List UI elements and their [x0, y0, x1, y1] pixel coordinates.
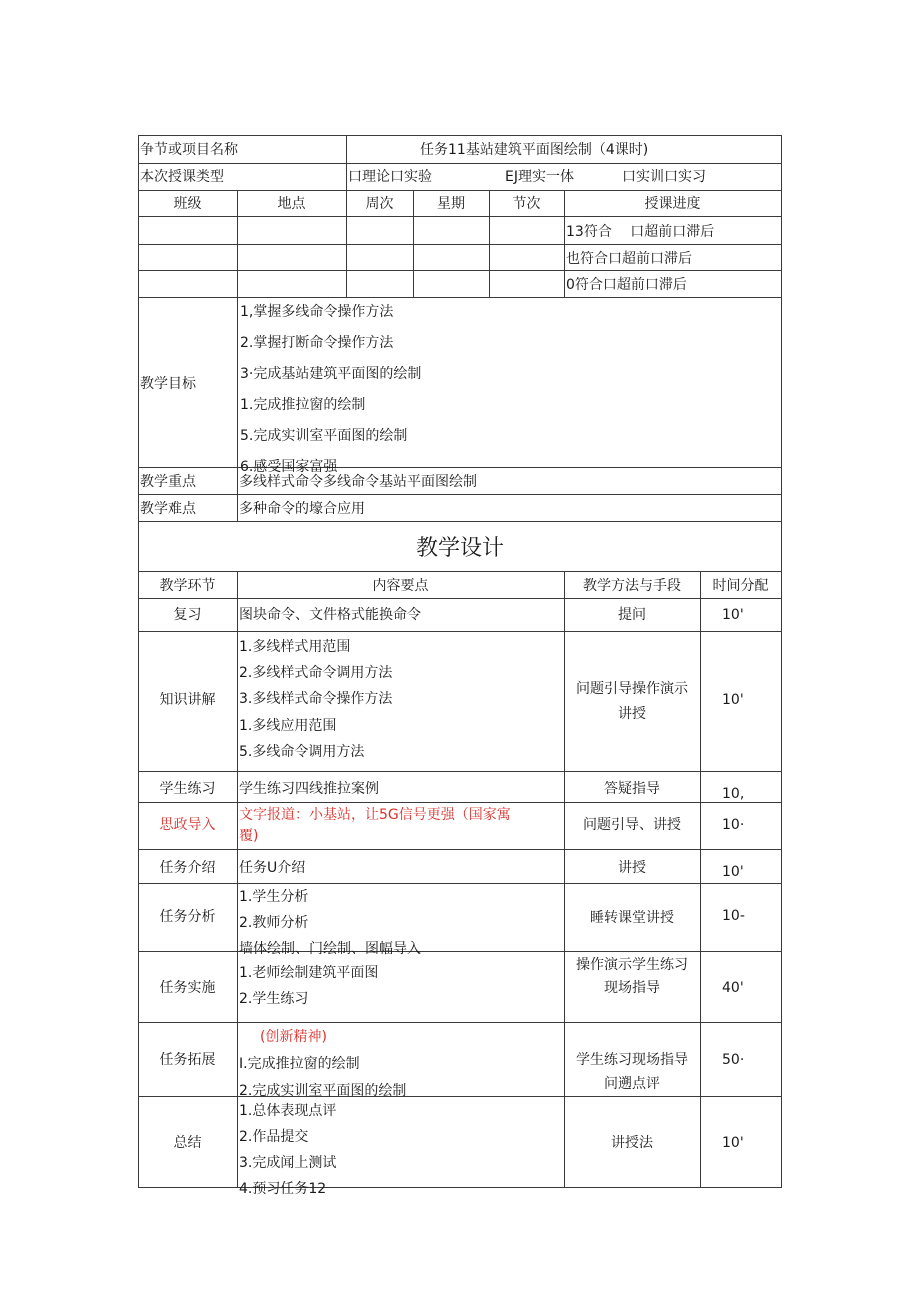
time-cell: 50·	[722, 1052, 745, 1068]
stage-cell: 总结	[173, 1135, 202, 1151]
time-cell: 10,	[722, 786, 745, 802]
progress-row-3: 0符合口超前口滞后	[566, 277, 687, 293]
design-header-time: 时间分配	[712, 578, 769, 594]
objective-item: 1,掌握多线命令操作方法	[240, 304, 394, 320]
content-cell	[238, 1097, 558, 1197]
content-line: 2.作品提交	[239, 1129, 309, 1145]
content-line: 4.预习任务12	[239, 1181, 327, 1197]
content-line: 1.老师绘制建筑平面图	[239, 965, 379, 981]
time-cell: 10'	[722, 1135, 744, 1151]
content-cell	[238, 1023, 558, 1099]
method-line: 讲授	[618, 860, 646, 876]
schedule-header-progress: 授课进度	[644, 196, 701, 212]
content-line: 学生练习四线推拉案例	[239, 781, 379, 797]
method-line: 讲授法	[611, 1135, 653, 1151]
method-line: 现场指导	[604, 980, 660, 996]
design-title: 教学设计	[415, 536, 504, 561]
content-line: 1.多线应用范围	[239, 718, 337, 734]
stage-cell: 复习	[173, 607, 202, 623]
objective-item: 1.完成推拉窗的绘制	[240, 397, 366, 413]
method-line: 答疑指导	[604, 781, 660, 797]
design-header-method: 教学方法与手段	[583, 578, 681, 594]
stage-cell: 任务介绍	[159, 860, 216, 876]
type-label: 本次授课类型	[140, 169, 224, 185]
schedule-header-period: 节次	[512, 196, 541, 212]
content-line: 1.总体表现点评	[239, 1103, 337, 1119]
content-line: 3.完成闻上测试	[239, 1155, 337, 1171]
difficulty-label: 教学难点	[140, 501, 196, 517]
content-line: 2.多线样式命令调用方法	[239, 665, 393, 681]
time-cell: 10'	[722, 692, 744, 708]
stage-cell: 思政导入	[159, 817, 216, 833]
chapter-value: 任务11基站建筑平面图绘制（4课时)	[420, 142, 649, 158]
schedule-header-class: 班级	[173, 196, 202, 212]
content-line: 5.多线命令调用方法	[239, 744, 365, 760]
difficulty-value: 多种命令的壕合应用	[239, 501, 365, 517]
content-line: 1.学生分析	[239, 889, 309, 905]
method-line: 睡转课堂讲授	[590, 910, 674, 926]
method-line: 提问	[618, 607, 646, 623]
type-option-integrated: EJ理实一体	[505, 169, 574, 185]
chapter-label: 争节或项目名称	[140, 142, 238, 158]
stage-cell: 学生练习	[159, 781, 216, 797]
stage-cell: 任务拓展	[159, 1052, 216, 1068]
method-line: 讲授	[618, 706, 646, 722]
method-line: 学生练习现场指导	[576, 1052, 688, 1068]
key-point-value: 多线样式命令多线命令基站平面图绘制	[239, 474, 477, 490]
objective-item: 3·完成基站建筑平面图的绘制	[240, 366, 422, 382]
objective-item: 6.感受国家富强	[240, 459, 338, 475]
schedule-header-location: 地点	[277, 196, 306, 212]
content-line: 墙体绘制、门绘制、图幅导入	[239, 941, 421, 957]
content-line: 2.完成实训室平面图的绘制	[239, 1083, 407, 1099]
stage-cell: 任务分析	[159, 909, 216, 925]
method-line: 问题引导、讲授	[583, 817, 681, 833]
content-line: 图块命令、文件格式能换命令	[239, 607, 421, 623]
objective-item: 5.完成实训室平面图的绘制	[240, 428, 408, 444]
method-line: 问遡点评	[604, 1076, 660, 1092]
content-line: (创新精神)	[260, 1029, 327, 1045]
content-line: 2.教师分析	[239, 915, 309, 931]
content-line: 覆)	[239, 828, 259, 844]
design-header-content: 内容要点	[372, 578, 429, 594]
content-line: I.完成推拉窗的绘制	[239, 1056, 360, 1072]
content-line: 1.多线样式用范围	[239, 639, 351, 655]
schedule-header-weekday: 星期	[437, 196, 465, 212]
type-option-theory: 口理论口实验	[348, 169, 432, 185]
content-line: 3.多线样式命令操作方法	[239, 691, 393, 707]
stage-cell: 知识讲解	[159, 692, 216, 708]
content-line: 2.学生练习	[239, 991, 309, 1007]
content-cell	[238, 884, 558, 957]
design-header-stage: 教学环节	[159, 578, 216, 594]
key-point-label: 教学重点	[140, 474, 196, 490]
progress-row-1: 13符合 口超前口滞后	[566, 224, 715, 240]
time-cell: 10'	[722, 864, 744, 880]
objectives-label: 教学目标	[140, 376, 196, 392]
time-cell: 10'	[722, 607, 744, 623]
schedule-header-week: 周次	[365, 196, 394, 212]
stage-cell: 任务实施	[159, 980, 216, 996]
method-line: 问题引导操作演示	[576, 681, 688, 697]
type-option-training: 口实训口实习	[622, 169, 706, 185]
time-cell: 10-	[722, 908, 745, 924]
objective-item: 2.掌握打断命令操作方法	[240, 335, 394, 351]
content-line: 文字报道：小基站，让5G信号更强（国家寓	[239, 807, 511, 823]
content-line: 任务U介绍	[239, 860, 306, 876]
method-line: 操作演示学生练习	[576, 957, 688, 973]
progress-row-2: 也符合口超前口滞后	[566, 251, 692, 267]
objectives-list	[238, 298, 558, 475]
time-cell: 10·	[722, 817, 745, 833]
time-cell: 40'	[722, 980, 744, 996]
